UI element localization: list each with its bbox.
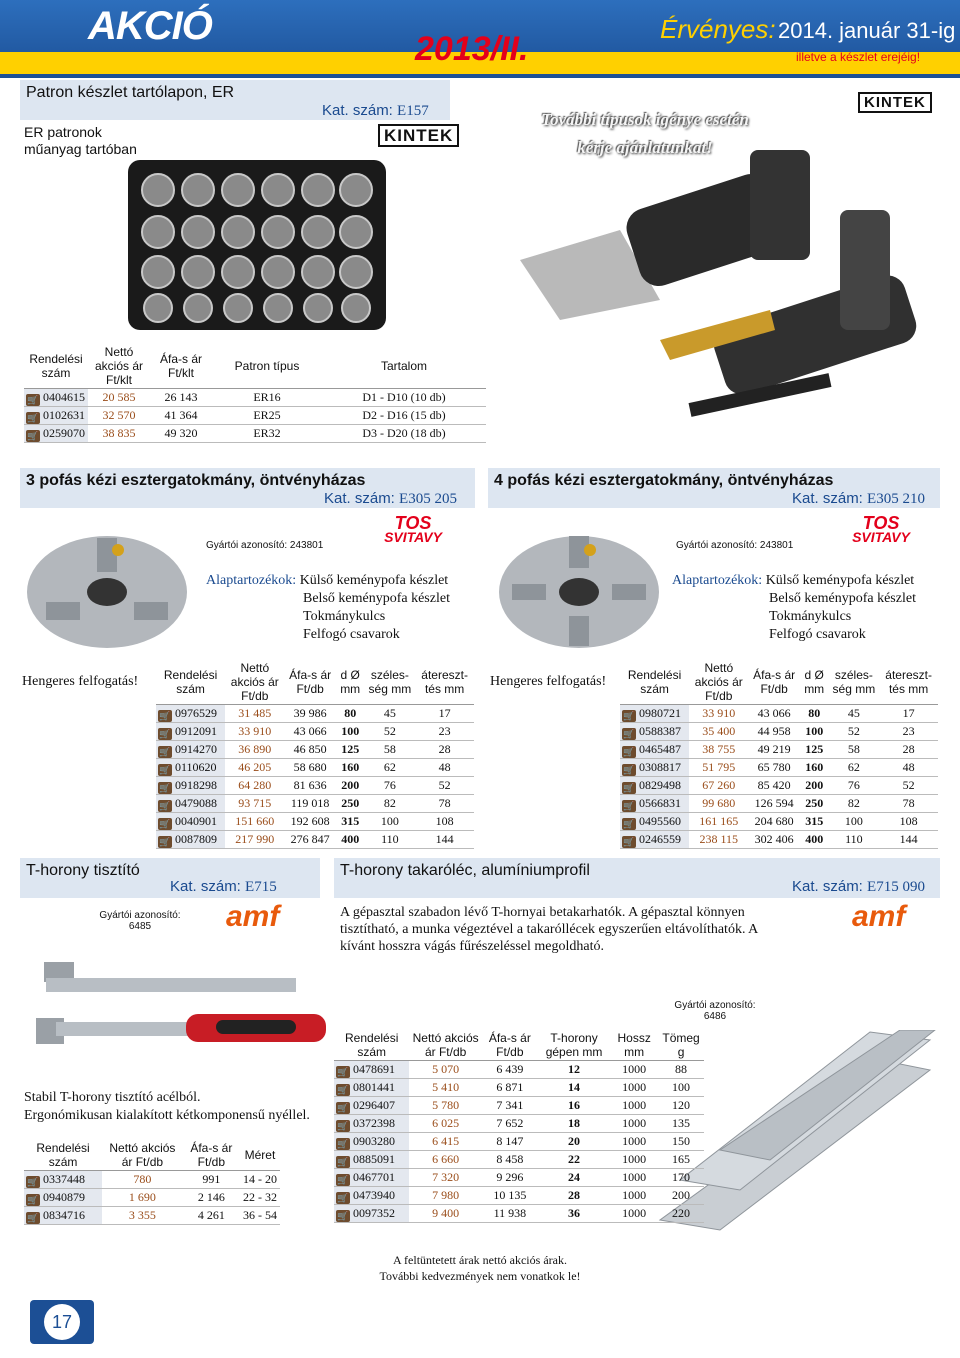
section2-cyl-mount: Hengeres felfogatás!: [22, 674, 139, 689]
col-net-price: Nettó akciós ár Ft/db: [412, 1031, 479, 1059]
cart-icon[interactable]: 🛒: [337, 1066, 349, 1077]
collet-table: [24, 344, 486, 443]
cart-icon[interactable]: 🛒: [623, 728, 635, 739]
cart-icon[interactable]: 🛒: [27, 1212, 39, 1223]
table-row: 🛒 0308817 51 795 65 780 160 62 48: [620, 759, 938, 777]
table-row: 🛒 0246559 238 115 302 406 400 110 144: [620, 831, 938, 849]
section4-desc2: Ergonómikusan kialakított kétkomponensű nyéllel.: [24, 1108, 310, 1123]
cart-icon[interactable]: 🛒: [623, 710, 635, 721]
cart-icon[interactable]: 🛒: [337, 1210, 349, 1221]
col-vat-price: Áfa-s ár Ft/db: [488, 1031, 531, 1059]
table-row: 🛒 0903280 6 415 8 147 20 1000 150: [334, 1133, 704, 1151]
cart-icon[interactable]: 🛒: [27, 394, 39, 405]
section1-title: Patron készlet tartólapon, ER: [26, 84, 235, 101]
table-row: 🛒 0912091 33 910 43 066 100 52 23: [156, 723, 474, 741]
tos-logo-2: TOS SVITAVY: [852, 513, 910, 545]
cleaner-table: [24, 1140, 280, 1225]
cart-icon[interactable]: 🛒: [337, 1156, 349, 1167]
cart-icon[interactable]: 🛒: [159, 800, 171, 811]
col-through: átereszt-tés mm: [885, 668, 932, 696]
cart-icon[interactable]: 🛒: [623, 782, 635, 793]
tos-logo: TOS SVITAVY: [384, 513, 442, 545]
col-order-no: Rendelési szám: [345, 1031, 399, 1059]
table-row: 🛒 0588387 35 400 44 958 100 52 23: [620, 723, 938, 741]
col-net-price: Nettó akciós ár Ft/klt: [94, 345, 144, 387]
section1-sub2: műanyag tartóban: [24, 141, 137, 157]
table-row: 🛒 0829498 67 260 85 420 200 76 52: [620, 777, 938, 795]
table-row: 🛒 0110620 46 205 58 680 160 62 48: [156, 759, 474, 777]
cart-icon[interactable]: 🛒: [159, 836, 171, 847]
cart-icon[interactable]: 🛒: [27, 1176, 39, 1187]
col-net-price: Nettó akciós ár Ft/db: [694, 661, 743, 703]
cart-icon[interactable]: 🛒: [337, 1120, 349, 1131]
amf-logo: amf: [226, 900, 280, 933]
t-slot-cleaner-image: [26, 958, 326, 1076]
section3-kat: Kat. szám: E305 210: [792, 490, 925, 507]
table-row: 🛒 0467701 7 320 9 296 24 1000 170: [334, 1169, 704, 1187]
col-order-no: Rendelési szám: [29, 352, 83, 380]
table-row: 🛒 0918298 64 280 81 636 200 76 52: [156, 777, 474, 795]
col-through: átereszt-tés mm: [421, 668, 468, 696]
col-weight: Tömeg g: [662, 1031, 700, 1059]
col-diameter: d Ø mm: [804, 668, 825, 696]
cart-icon[interactable]: 🛒: [27, 430, 39, 441]
section3-cyl-mount: Hengeres felfogatás!: [490, 674, 607, 689]
col-diameter: d Ø mm: [340, 668, 361, 696]
table-row: 🛒 0885091 6 660 8 458 22 1000 165: [334, 1151, 704, 1169]
col-content: Tartalom: [380, 359, 427, 373]
section2-accessories: Alaptartozékok: Külső keménypofa készlet Belső keménypofa készlet Tokmánykulcs Felfogó csavarok: [206, 573, 450, 642]
col-vat-price: Áfa-s ár Ft/db: [289, 668, 332, 696]
cover-table: [334, 1030, 704, 1223]
chuck3-table: [156, 660, 474, 849]
cart-icon[interactable]: 🛒: [27, 412, 39, 423]
chuck4-table: [620, 660, 938, 849]
section4-mfr-id: Gyártói azonosító: 6485: [99, 910, 181, 932]
section1-sub1: ER patronok: [24, 124, 102, 140]
section5-kat: Kat. szám: E715 090: [792, 878, 925, 895]
col-order-no: Rendelési szám: [163, 668, 218, 696]
table-row: 🛒 0801441 5 410 6 871 14 1000 100: [334, 1079, 704, 1097]
table-row: 🛒 0337448 780 991 14 - 20: [24, 1171, 280, 1189]
valid-label: Érvényes:: [660, 14, 776, 44]
table-row: 🛒 0296407 5 780 7 341 16 1000 120: [334, 1097, 704, 1115]
table-row: 🛒 0473940 7 980 10 135 28 1000 200: [334, 1187, 704, 1205]
table-row: 🛒 0940879 1 690 2 146 22 - 32: [24, 1189, 280, 1207]
col-order-no: Rendelési szám: [36, 1141, 90, 1169]
collet-tray-image: [128, 160, 386, 330]
col-length: Hossz mm: [617, 1031, 651, 1059]
four-jaw-chuck-image: [494, 522, 664, 652]
section4-kat: Kat. szám: E715: [170, 878, 277, 895]
section2-kat: Kat. szám: E305 205: [324, 490, 457, 507]
col-type: Patron típus: [234, 359, 300, 373]
kintek-logo: KINTEK: [378, 126, 459, 146]
akcio-title: AKCIÓ: [88, 4, 212, 48]
valid-note: illetve a készlet erejéig!: [796, 50, 921, 64]
table-row: 🛒 0479088 93 715 119 018 250 82 78: [156, 795, 474, 813]
table-row: 🛒 0040901 151 660 192 608 315 100 108: [156, 813, 474, 831]
promo-text: További típusok igénye esetén kérje ajánlatunkat!: [541, 110, 749, 157]
col-width: széles-ség mm: [832, 668, 876, 696]
table-row: 🛒 0087809 217 990 276 847 400 110 144: [156, 831, 474, 849]
table-row: 🛒 0495560 161 165 204 680 315 100 108: [620, 813, 938, 831]
edition-label: 2013/II.: [415, 30, 529, 68]
col-vat-price: Áfa-s ár Ft/db: [753, 668, 796, 696]
cart-icon[interactable]: 🛒: [27, 1194, 39, 1205]
section4-title: T-horony tisztító: [26, 862, 140, 879]
cart-icon[interactable]: 🛒: [337, 1102, 349, 1113]
page-number-box: [30, 1300, 94, 1344]
col-slot: T-horony gépen mm: [545, 1031, 603, 1059]
section4-desc1: Stabil T-horony tisztító acélból.: [24, 1090, 201, 1105]
valid-date: 2014. január 31-ig: [778, 18, 956, 43]
section5-desc: A gépasztal szabadon lévő T-hornyai betakarhatók. A gépasztal könnyen tisztítható, a munka végeztével a takaróllécek egyszerűen eltávolíthatók. A kívánt hosszra vágás fűrészeléssel megoldható.: [340, 905, 758, 954]
table-row: 🛒 0465487 38 755 49 219 125 58 28: [620, 741, 938, 759]
cart-icon[interactable]: 🛒: [337, 1174, 349, 1185]
tool-holder-image: [500, 150, 940, 450]
cart-icon[interactable]: 🛒: [159, 782, 171, 793]
table-row: 🛒 0102631 32 570 41 364 ER25 D2 - D16 (15 db): [24, 407, 486, 425]
cart-icon[interactable]: 🛒: [337, 1084, 349, 1095]
cart-icon[interactable]: 🛒: [623, 818, 635, 829]
cart-icon[interactable]: 🛒: [159, 710, 171, 721]
cart-icon[interactable]: 🛒: [159, 818, 171, 829]
section3-mfr-id: Gyártói azonosító: 243801: [676, 540, 794, 551]
col-vat-price: Áfa-s ár Ft/klt: [159, 352, 202, 380]
col-order-no: Rendelési szám: [627, 668, 682, 696]
section5-title: T-horony takaróléc, alumíniumprofil: [340, 862, 590, 879]
col-width: széles-ség mm: [368, 668, 412, 696]
table-row: 🛒 0404615 20 585 26 143 ER16 D1 - D10 (10 db): [24, 389, 486, 407]
cart-icon[interactable]: 🛒: [623, 764, 635, 775]
cart-icon[interactable]: 🛒: [623, 746, 635, 757]
cart-icon[interactable]: 🛒: [159, 764, 171, 775]
section5-mfr-id: Gyártói azonosító: 6486: [674, 1000, 756, 1022]
section1-kat: Kat. szám: E157: [322, 102, 429, 119]
cart-icon[interactable]: 🛒: [159, 746, 171, 757]
kintek-logo-2: KINTEK: [858, 94, 932, 112]
table-row: 🛒 0478691 5 070 6 439 12 1000 88: [334, 1061, 704, 1079]
section2-mfr-id: Gyártói azonosító: 243801: [206, 540, 324, 551]
table-row: 🛒 0834716 3 355 4 261 36 - 54: [24, 1207, 280, 1225]
col-net-price: Nettó akciós ár Ft/db: [230, 661, 279, 703]
table-row: 🛒 0372398 6 025 7 652 18 1000 135: [334, 1115, 704, 1133]
section3-accessories: Alaptartozékok: Külső keménypofa készlet Belső keménypofa készlet Tokmánykulcs Felfogó csavarok: [672, 573, 916, 642]
col-net-price: Nettó akciós ár Ft/db: [109, 1141, 176, 1169]
section3-title: 4 pofás kézi esztergatokmány, öntvényházas: [494, 472, 834, 489]
table-row: 🛒 0976529 31 485 39 986 80 45 17: [156, 705, 474, 723]
cart-icon[interactable]: 🛒: [159, 728, 171, 739]
table-row: 🛒 0097352 9 400 11 938 36 1000 220: [334, 1205, 704, 1223]
cart-icon[interactable]: 🛒: [337, 1192, 349, 1203]
table-row: 🛒 0914270 36 890 46 850 125 58 28: [156, 741, 474, 759]
cart-icon[interactable]: 🛒: [337, 1138, 349, 1149]
footer-note: A feltüntetett árak nettó akciós árak. További kedvezmények nem vonatkok le!: [379, 1253, 581, 1283]
amf-logo-2: amf: [852, 900, 906, 933]
page-number: 17: [44, 1304, 80, 1340]
col-vat-price: Áfa-s ár Ft/db: [190, 1141, 233, 1169]
col-size: Méret: [244, 1148, 276, 1162]
table-row: 🛒 0566831 99 680 126 594 250 82 78: [620, 795, 938, 813]
table-row: 🛒 0980721 33 910 43 066 80 45 17: [620, 705, 938, 723]
cart-icon[interactable]: 🛒: [623, 836, 635, 847]
cart-icon[interactable]: 🛒: [623, 800, 635, 811]
table-row: 🛒 0259070 38 835 49 320 ER32 D3 - D20 (18 db): [24, 425, 486, 443]
three-jaw-chuck-image: [22, 522, 192, 652]
section2-title: 3 pofás kézi esztergatokmány, öntvényházas: [26, 472, 366, 489]
